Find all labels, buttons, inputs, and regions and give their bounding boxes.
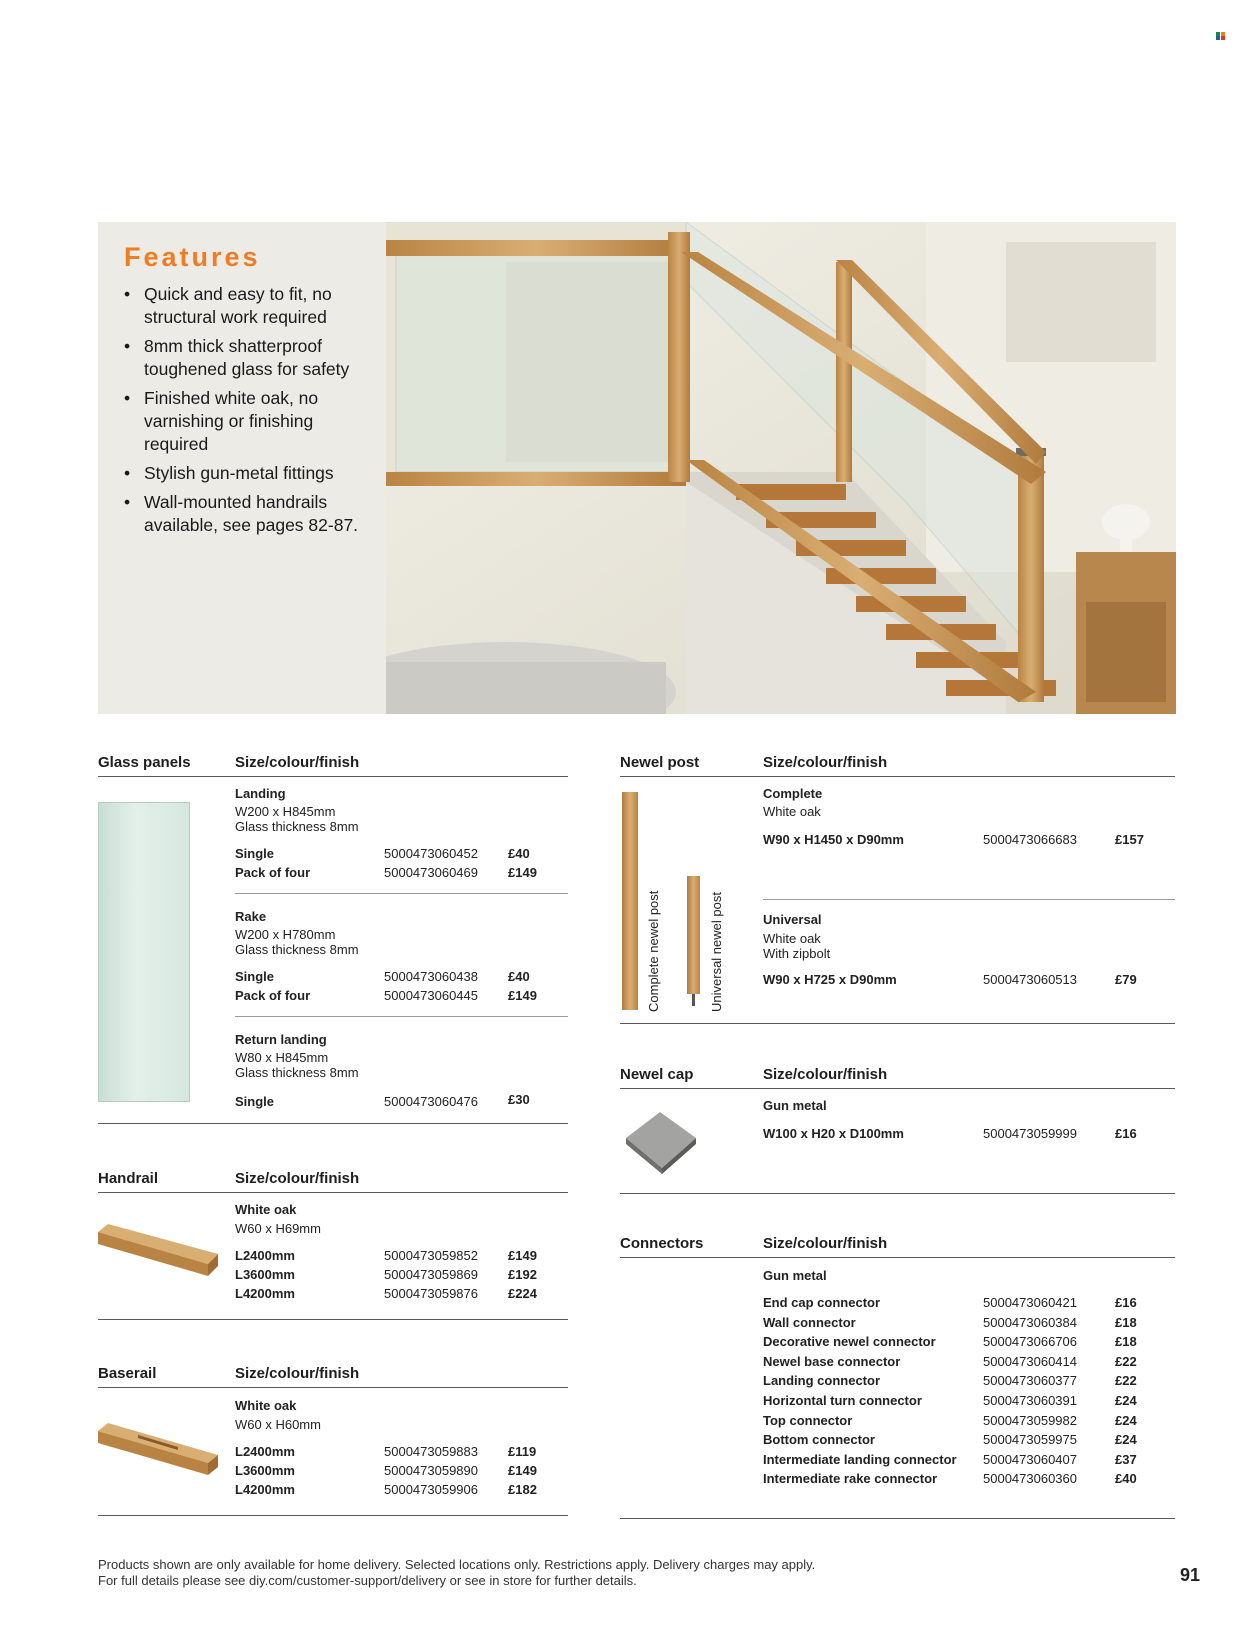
section-heading: Glass panels <box>98 754 191 771</box>
column-heading: Size/colour/finish <box>235 1365 360 1382</box>
group-desc: Glass thickness 8mm <box>235 942 359 957</box>
newel-cap-image <box>620 1108 700 1178</box>
divider <box>98 1123 568 1124</box>
row-price: £40 <box>1115 1471 1137 1487</box>
section-heading: Connectors <box>620 1235 704 1252</box>
row-size: W90 x H725 x D90mm <box>763 972 897 987</box>
column-heading: Size/colour/finish <box>235 1170 360 1187</box>
group-name: Landing <box>235 786 286 801</box>
handrail-image <box>98 1212 218 1282</box>
row-code: 5000473066683 <box>983 832 1077 847</box>
complete-newel-post-image <box>622 792 638 1010</box>
features-list <box>124 283 370 537</box>
group-name: Rake <box>235 909 267 924</box>
row-price: £40 <box>508 846 530 861</box>
row-code: 5000473060438 <box>384 969 478 984</box>
group-name: Universal <box>763 912 822 927</box>
newel-cap-section <box>620 1066 1175 1194</box>
staircase-photo <box>386 222 1250 714</box>
row-label: Intermediate landing connector <box>763 1451 957 1467</box>
section-heading: Baserail <box>98 1365 157 1382</box>
divider <box>235 1016 568 1017</box>
row-code: 5000473066706 <box>983 1334 1077 1350</box>
feature-item: • Quick and easy to fit, no structural work required <box>124 283 370 329</box>
product-desc: W60 x H60mm <box>235 1417 321 1432</box>
row-code: 5000473060469 <box>384 865 478 880</box>
row-code: 5000473060452 <box>384 846 478 861</box>
row-label: Single <box>235 969 275 984</box>
baserail-image <box>98 1417 218 1487</box>
newel-post-section <box>620 754 1175 1024</box>
row-label: L2400mm <box>235 1444 295 1459</box>
row-code: 5000473059883 <box>384 1444 478 1459</box>
row-label: Bottom connector <box>763 1432 875 1448</box>
row-code: 5000473059890 <box>384 1463 478 1478</box>
row-label: Landing connector <box>763 1373 880 1389</box>
row-price: £16 <box>1115 1126 1137 1141</box>
row-code: 5000473060421 <box>983 1295 1077 1310</box>
connectors-section <box>620 1235 1175 1519</box>
column-heading: Size/colour/finish <box>763 754 888 771</box>
row-price: £157 <box>1115 832 1144 847</box>
universal-newel-post-image <box>687 876 700 994</box>
row-price: £24 <box>1115 1412 1137 1428</box>
row-price: £149 <box>508 1248 537 1263</box>
section-heading: Newel post <box>620 754 700 771</box>
row-price: £182 <box>508 1482 537 1497</box>
row-label: Top connector <box>763 1412 853 1428</box>
divider <box>98 1192 568 1193</box>
row-label: Pack of four <box>235 988 311 1003</box>
row-code: 5000473059999 <box>983 1126 1077 1141</box>
section-heading: Handrail <box>98 1170 159 1187</box>
divider <box>620 1023 1175 1024</box>
footer-line: Products shown are only available for home delivery. Selected locations only. Restrictions apply. Delivery charges may apply. <box>98 1557 816 1572</box>
product-name: White oak <box>235 1398 297 1413</box>
row-size: W100 x H20 x D100mm <box>763 1126 904 1141</box>
group-desc: Glass thickness 8mm <box>235 819 359 834</box>
footer-note <box>98 1557 815 1589</box>
image-caption: Complete newel post <box>646 890 661 1012</box>
row-label: Wall connector <box>763 1314 856 1330</box>
column-heading: Size/colour/finish <box>763 1235 888 1252</box>
row-price: £79 <box>1115 972 1137 987</box>
product-desc: W60 x H69mm <box>235 1221 321 1236</box>
row-label: L3600mm <box>235 1463 295 1478</box>
group-desc: White oak <box>763 931 821 946</box>
divider <box>620 1088 1175 1089</box>
product-name: White oak <box>235 1202 297 1217</box>
features-panel <box>98 222 386 714</box>
divider <box>235 893 568 894</box>
row-price: £119 <box>508 1444 537 1459</box>
row-price: £149 <box>508 1463 537 1478</box>
feature-item: • Stylish gun-metal fittings <box>124 462 370 485</box>
zipbolt-icon <box>692 994 695 1006</box>
row-label: Single <box>235 846 275 861</box>
group-desc: W200 x H780mm <box>235 927 336 942</box>
row-price: £149 <box>508 988 537 1003</box>
feature-item: • Wall-mounted handrails available, see pages 82-87. <box>124 491 370 537</box>
row-size: W90 x H1450 x D90mm <box>763 832 904 847</box>
row-code: 5000473059876 <box>384 1286 478 1301</box>
row-code: 5000473060391 <box>983 1393 1077 1408</box>
row-price: £192 <box>508 1267 537 1282</box>
glass-panel-image <box>98 802 190 1102</box>
row-price: £22 <box>1115 1353 1137 1369</box>
group-desc: Glass thickness 8mm <box>235 1065 359 1080</box>
column-heading: Size/colour/finish <box>235 754 360 771</box>
row-label: L2400mm <box>235 1248 295 1263</box>
row-code: 5000473060476 <box>384 1094 478 1109</box>
section-heading: Newel cap <box>620 1066 694 1083</box>
row-price: £224 <box>508 1286 537 1301</box>
row-price: £37 <box>1115 1451 1137 1467</box>
row-label: Intermediate rake connector <box>763 1471 938 1487</box>
row-code: 5000473060414 <box>983 1353 1077 1369</box>
handrail-section <box>98 1170 568 1320</box>
divider <box>98 1515 568 1516</box>
divider <box>98 1319 568 1320</box>
row-code: 5000473059982 <box>983 1412 1077 1428</box>
group-desc: With zipbolt <box>763 946 831 961</box>
group-name: Return landing <box>235 1032 327 1047</box>
row-label: Horizontal turn connector <box>763 1393 922 1408</box>
row-code: 5000473060513 <box>983 972 1077 987</box>
row-code: 5000473060377 <box>983 1373 1077 1389</box>
footer-line: For full details please see diy.com/customer-support/delivery or see in store for further details. <box>98 1573 637 1588</box>
row-label: L4200mm <box>235 1286 295 1301</box>
row-code: 5000473060360 <box>983 1471 1077 1487</box>
row-price: £40 <box>508 969 530 984</box>
group-desc: W80 x H845mm <box>235 1050 329 1065</box>
group-desc: White oak <box>763 804 821 819</box>
row-code: 5000473060407 <box>983 1451 1077 1467</box>
row-price: £149 <box>508 865 537 880</box>
divider <box>98 776 568 777</box>
group-name: Complete <box>763 786 823 801</box>
divider <box>620 1257 1175 1258</box>
product-name: Gun metal <box>763 1098 827 1113</box>
row-price: £24 <box>1115 1393 1137 1408</box>
divider <box>620 1193 1175 1194</box>
row-code: 5000473060384 <box>983 1314 1077 1330</box>
row-price: £16 <box>1115 1295 1137 1310</box>
row-label: Newel base connector <box>763 1353 901 1369</box>
row-label: Pack of four <box>235 865 311 880</box>
row-label: Single <box>235 1094 275 1109</box>
row-code: 5000473059975 <box>983 1432 1077 1448</box>
row-code: 5000473060445 <box>384 988 478 1003</box>
divider <box>620 1518 1175 1519</box>
page-number: 91 <box>1180 1565 1201 1585</box>
row-price: £30 <box>508 1092 530 1107</box>
divider <box>98 1387 568 1388</box>
feature-item: • Finished white oak, no varnishing or finishing required <box>124 387 370 456</box>
row-label: L4200mm <box>235 1482 295 1497</box>
divider <box>620 776 1175 777</box>
row-label: Decorative newel connector <box>763 1334 936 1350</box>
row-price: £18 <box>1115 1314 1137 1330</box>
features-title: Features <box>124 242 261 272</box>
row-code: 5000473059869 <box>384 1267 478 1282</box>
row-price: £18 <box>1115 1334 1137 1350</box>
row-price: £22 <box>1115 1373 1137 1389</box>
row-label: L3600mm <box>235 1267 295 1282</box>
row-code: 5000473059852 <box>384 1248 478 1263</box>
brand-logo-mark <box>1216 32 1226 40</box>
column-heading: Size/colour/finish <box>763 1066 888 1083</box>
group-desc: W200 x H845mm <box>235 804 336 819</box>
product-name: Gun metal <box>763 1268 827 1283</box>
row-label: End cap connector <box>763 1295 881 1310</box>
baserail-section <box>98 1365 568 1517</box>
row-price: £24 <box>1115 1432 1137 1448</box>
divider <box>763 899 1175 900</box>
image-caption: Universal newel post <box>709 892 724 1012</box>
glass-panels-section <box>98 754 568 1124</box>
feature-item: • 8mm thick shatterproof toughened glass for safety <box>124 335 370 381</box>
row-code: 5000473059906 <box>384 1482 478 1497</box>
